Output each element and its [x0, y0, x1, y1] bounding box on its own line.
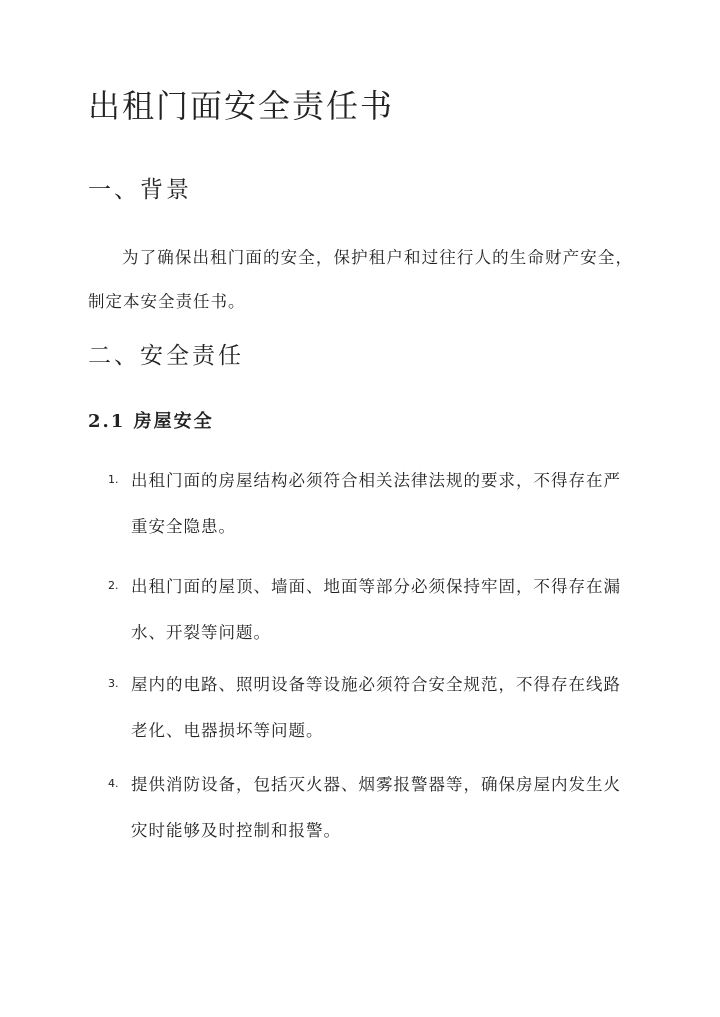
subsection-heading-housing-safety: 2.1 房屋安全 [88, 411, 214, 432]
list-item-number: 3. [108, 677, 119, 690]
list-item-text: 屋内的电路、照明设备等设施必须符合安全规范，不得存在线路老化、电器损坏等问题。 [131, 675, 621, 740]
list-item-text: 出租门面的房屋结构必须符合相关法律法规的要求，不得存在严重安全隐患。 [131, 471, 621, 536]
list-item-text: 提供消防设备，包括灭火器、烟雾报警器等，确保房屋内发生火灾时能够及时控制和报警。 [131, 775, 621, 840]
list-item-number: 2. [108, 579, 119, 592]
list-item-number: 4. [108, 777, 119, 790]
section-heading-background: 一、背景 [88, 177, 192, 203]
document-title: 出租门面安全责任书 [88, 87, 395, 125]
list-item-text: 出租门面的屋顶、墙面、地面等部分必须保持牢固，不得存在漏水、开裂等问题。 [131, 577, 621, 642]
list-item-number: 1. [108, 473, 119, 486]
section-heading-safety-responsibility: 二、安全责任 [88, 343, 244, 369]
background-paragraph: 为了确保出租门面的安全，保护租户和过往行人的生命财产安全，制定本安全责任书。 [88, 248, 633, 311]
